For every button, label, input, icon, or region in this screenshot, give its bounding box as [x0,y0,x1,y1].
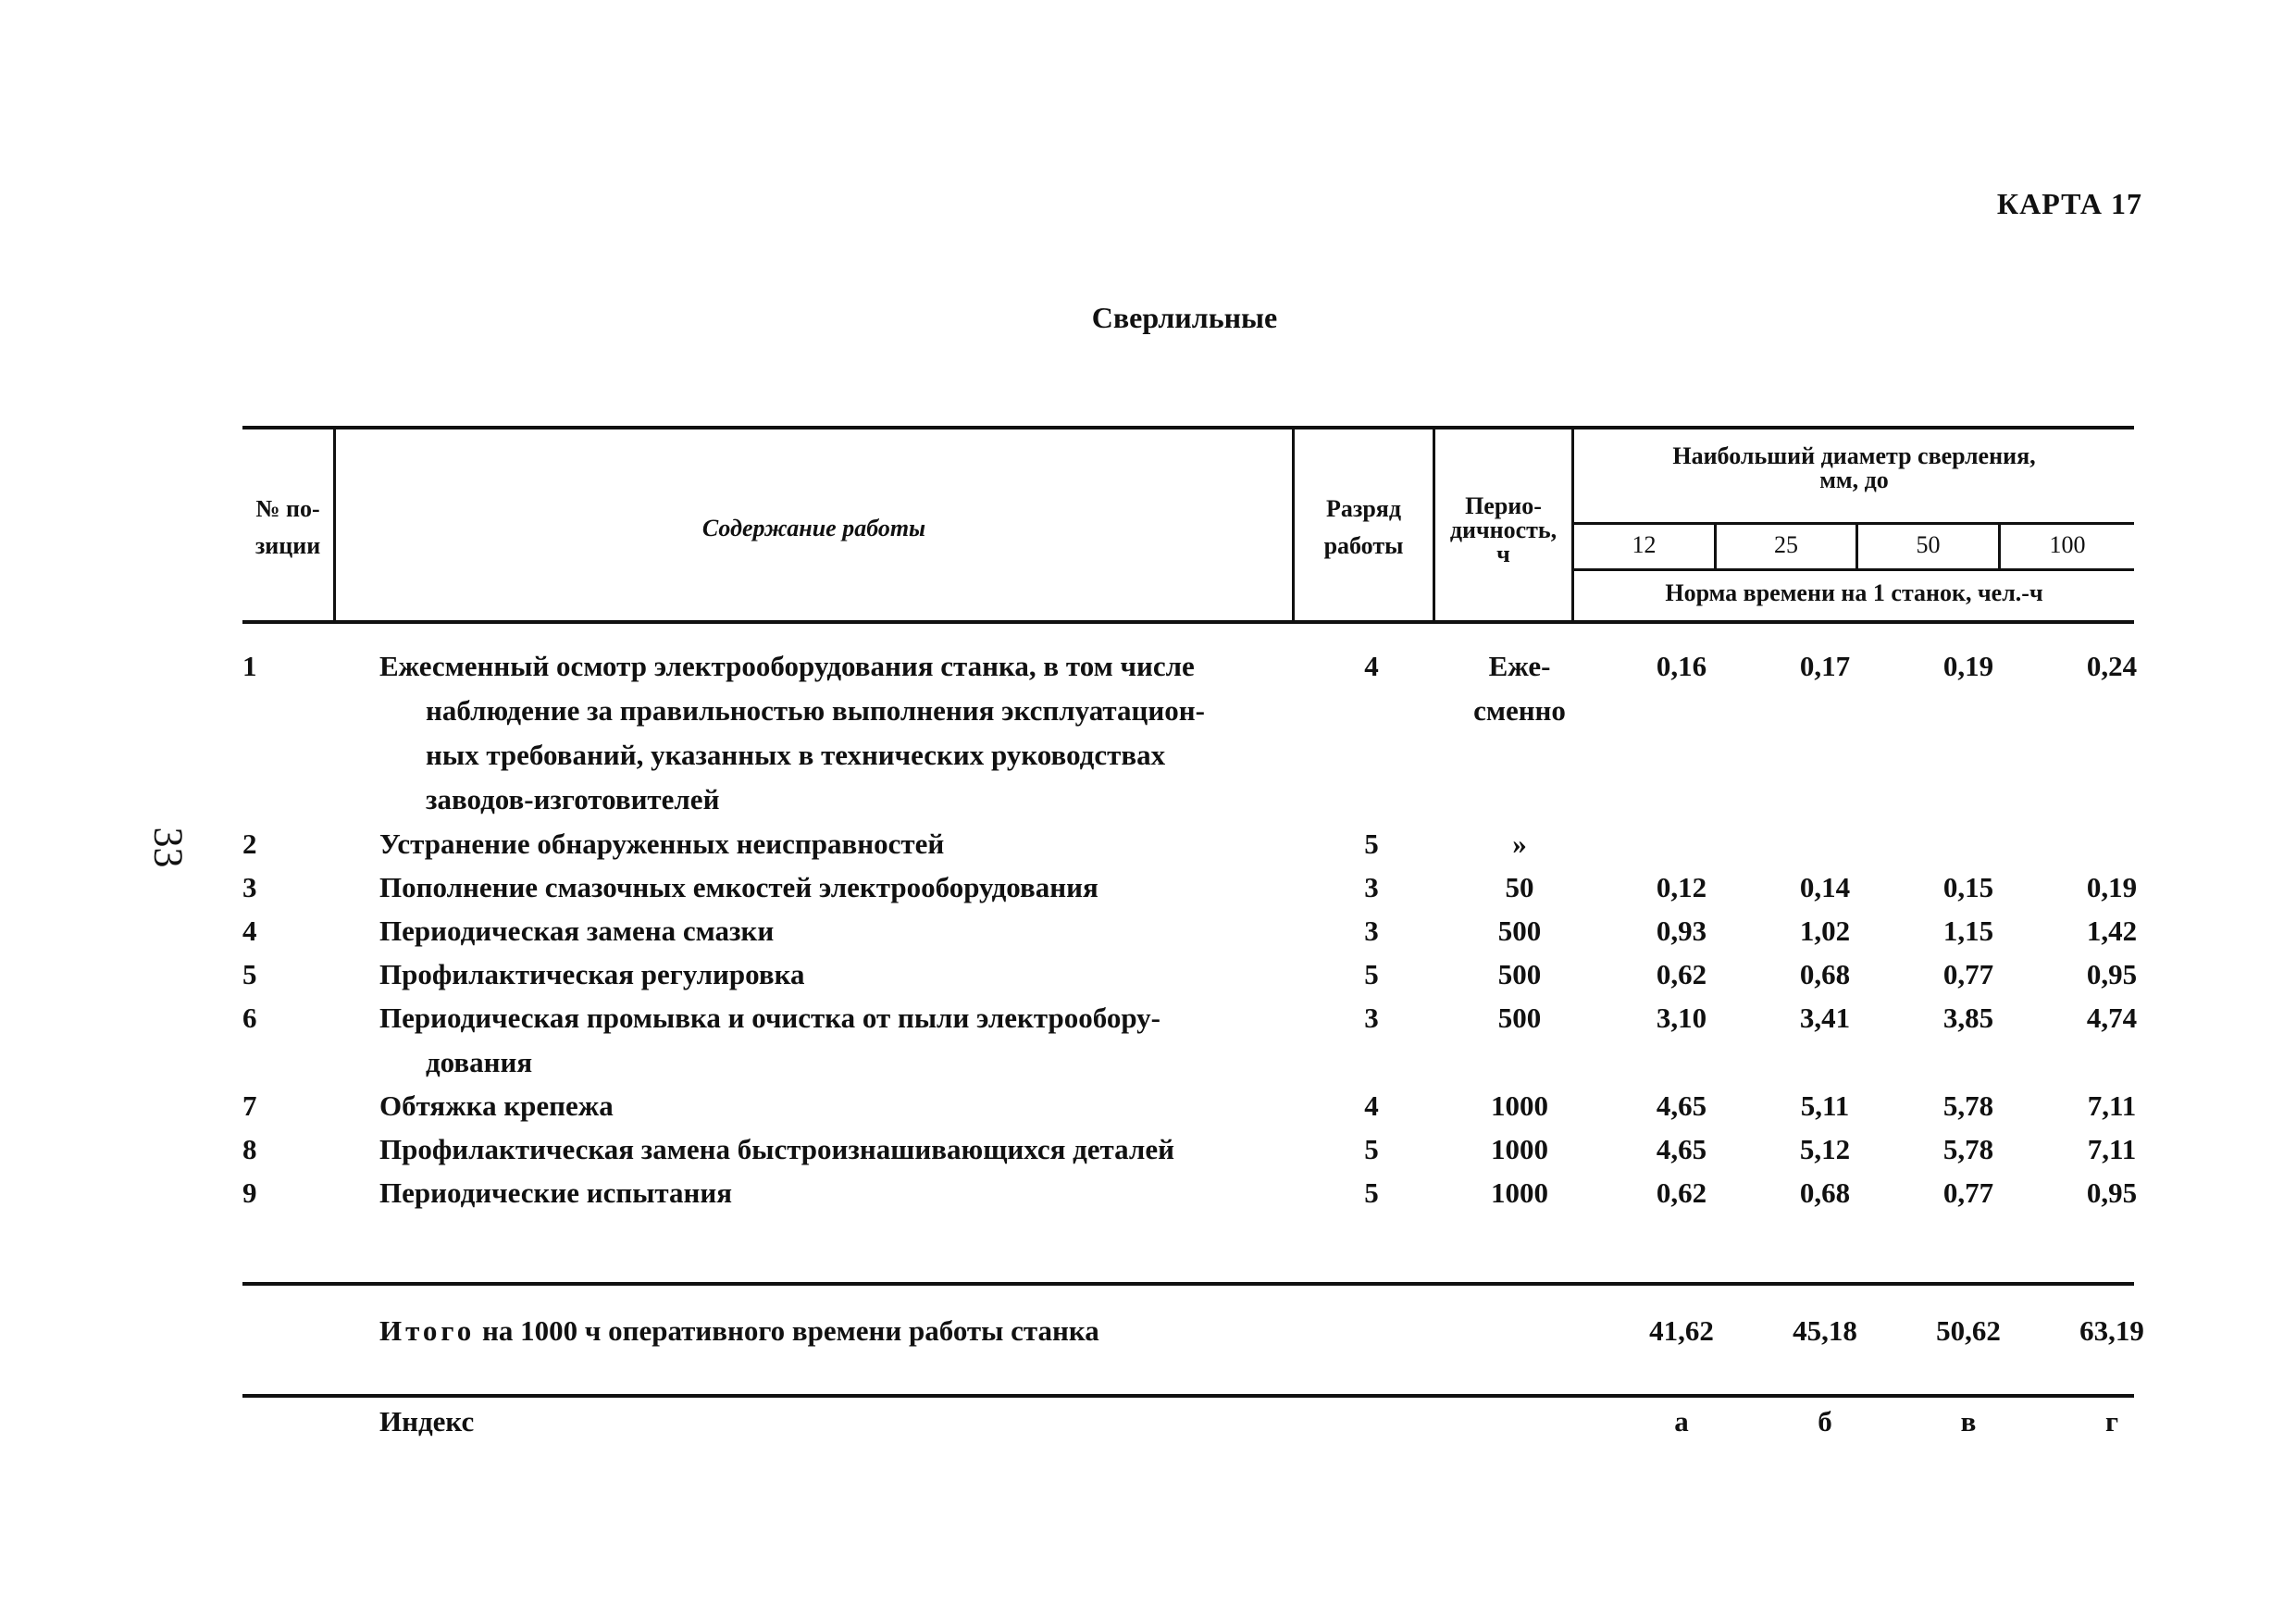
row-text-line: дования [426,1046,533,1078]
row-period-line: Еже- [1488,650,1551,682]
norm-label: Норма времени на 1 станок, чел.-ч [1665,579,2043,606]
header-subline [1574,568,2134,571]
row-text-line: Профилактическая замена быстроизнашивающихся деталей [379,1133,1174,1165]
row-period: 1000 [1491,1089,1548,1122]
header-grade: Разряд работы [1323,495,1404,560]
row-value-50: 5,78 [1942,1133,1994,1165]
index-rule [242,1394,2134,1398]
row-text-line: ных требований, указанных в технических руководствах [426,739,1166,771]
row-content [379,822,1314,866]
index-value-g: г [2104,1405,2119,1438]
row-value-12: 0,12 [1656,871,1707,903]
row-content [379,644,1314,822]
row-text-line: Периодическая промывка и очистка от пыли электрообору- [379,1002,1160,1034]
row-value-12: 0,93 [1656,915,1707,947]
diameter-12: 12 [1632,531,1657,558]
row-number: 8 [242,1133,257,1165]
row-value-100: 7,11 [2087,1089,2137,1122]
table-header [242,426,2134,624]
header-subline [1574,522,2134,525]
row-value-25: 0,17 [1799,650,1851,682]
row-text-line: Периодические испытания [379,1176,733,1209]
total-label-rest: на 1000 ч оперативного времени работы станка [475,1314,1099,1347]
row-period-line: сменно [1473,694,1566,727]
row-text-line: наблюдение за правильностью выполнения эксплуатацион- [426,694,1205,727]
row-value-100: 4,74 [2086,1002,2138,1034]
row-text-line: Устранение обнаруженных неисправностей [379,828,945,860]
row-value-100: 1,42 [2086,915,2138,947]
row-value-25: 3,41 [1799,1002,1851,1034]
index-value-a: а [1674,1405,1689,1438]
row-number: 5 [242,958,257,990]
index-value-b: б [1818,1405,1832,1438]
total-value-50: 50,62 [1936,1314,2001,1347]
row-value-12: 0,16 [1656,650,1707,682]
row-value-12: 3,10 [1656,1002,1707,1034]
row-number: 3 [242,871,257,903]
row-text-line: заводов-изготовителей [426,783,720,815]
diameter-50: 50 [1916,531,1941,558]
header-content: Содержание работы [701,515,926,541]
row-text-line: Периодическая замена смазки [379,915,775,947]
row-value-50: 0,77 [1942,958,1994,990]
row-value-12: 4,65 [1656,1133,1707,1165]
row-value-100: 0,19 [2086,871,2138,903]
row-period: 1000 [1491,1133,1548,1165]
row-value-12: 0,62 [1656,1176,1707,1209]
total-rule [242,1282,2134,1286]
document-title: Сверлильные [1091,301,1278,334]
diameter-100: 100 [2049,531,2086,558]
row-value-25: 1,02 [1799,915,1851,947]
row-content [379,1171,1314,1215]
total-value-12: 41,62 [1649,1314,1714,1347]
row-number: 1 [242,650,257,682]
row-period: 500 [1497,1002,1542,1034]
row-content [379,909,1314,953]
row-value-100: 7,11 [2087,1133,2137,1165]
row-content [379,1127,1314,1172]
row-content [379,952,1314,997]
index-value-v: в [1960,1405,1977,1438]
total-label-spaced: Итого [379,1314,476,1347]
row-text-line: Обтяжка крепежа [379,1089,614,1122]
row-number: 6 [242,1002,257,1034]
index-label: Индекс [379,1405,475,1438]
row-grade: 3 [1364,915,1379,947]
header-position: № по- зиции [254,495,321,560]
row-number: 4 [242,915,257,947]
row-value-100: 0,95 [2086,958,2138,990]
row-grade: 4 [1364,1089,1379,1122]
row-value-25: 0,68 [1799,958,1851,990]
row-value-50: 3,85 [1942,1002,1994,1034]
row-value-25: 0,68 [1799,1176,1851,1209]
row-text-line: Ежесменный осмотр электрооборудования станка, в том числе [379,650,1195,682]
row-number: 2 [242,828,257,860]
row-value-12: 4,65 [1656,1089,1707,1122]
row-value-50: 1,15 [1942,915,1994,947]
row-text-line: Профилактическая регулировка [379,958,805,990]
row-value-100: 0,95 [2086,1176,2138,1209]
row-text-line: Пополнение смазочных емкостей электрооборудования [379,871,1098,903]
row-grade: 3 [1364,871,1379,903]
row-grade: 5 [1364,1133,1379,1165]
total-label [379,1309,1314,1353]
row-period: 500 [1497,958,1542,990]
row-grade: 5 [1364,958,1379,990]
row-value-100: 0,24 [2086,650,2138,682]
row-grade: 3 [1364,1002,1379,1034]
row-value-50: 0,77 [1942,1176,1994,1209]
row-value-25: 0,14 [1799,871,1851,903]
row-period [1446,644,1594,733]
row-content [379,865,1314,910]
row-grade: 4 [1364,650,1379,682]
row-period: 500 [1497,915,1542,947]
page-number: 33 [145,827,192,868]
header-period: Перио- дичность, ч [1449,492,1558,567]
row-value-50: 5,78 [1942,1089,1994,1122]
card-number: КАРТА 17 [1996,187,2142,220]
row-number: 7 [242,1089,257,1122]
row-number: 9 [242,1176,257,1209]
row-value-25: 5,12 [1799,1133,1851,1165]
row-content [379,1084,1314,1128]
row-grade: 5 [1364,828,1379,860]
total-value-100: 63,19 [2079,1314,2144,1347]
row-value-12: 0,62 [1656,958,1707,990]
row-value-50: 0,15 [1942,871,1994,903]
row-value-25: 5,11 [1800,1089,1850,1122]
total-value-25: 45,18 [1793,1314,1857,1347]
row-period: 50 [1505,871,1534,903]
row-period: 1000 [1491,1176,1548,1209]
diameter-25: 25 [1774,531,1798,558]
row-period: » [1512,828,1527,860]
header-diameter: Наибольший диаметр сверления, мм, до [1672,442,2036,493]
row-content [379,996,1314,1085]
row-grade: 5 [1364,1176,1379,1209]
row-value-50: 0,19 [1942,650,1994,682]
